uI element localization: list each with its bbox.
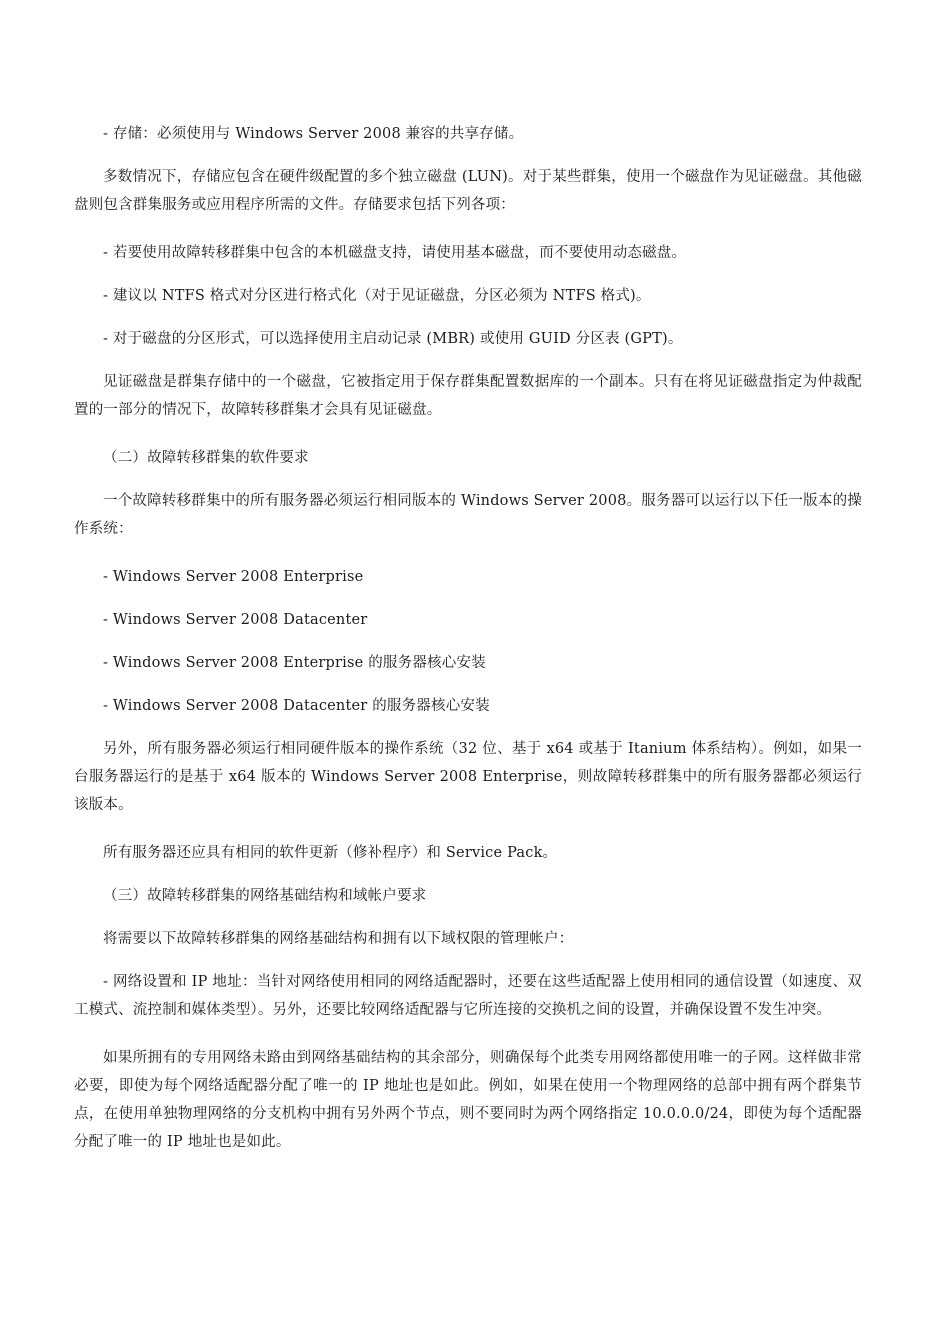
list-item-enterprise-core: - Windows Server 2008 Enterprise 的服务器核心安装: [103, 655, 486, 671]
list-item-enterprise: - Windows Server 2008 Enterprise: [103, 569, 364, 585]
paragraph-service-pack: 所有服务器还应具有相同的软件更新（修补程序）和 Service Pack。: [103, 845, 558, 861]
list-item-datacenter-core: - Windows Server 2008 Datacenter 的服务器核心安装: [103, 698, 490, 714]
paragraph-same-version: 一个故障转移群集中的所有服务器必须运行相同版本的 Windows Server 2008。服务器可以运行以下任一版本的操作系统：: [74, 493, 862, 537]
paragraph-witness-disk: 见证磁盘是群集存储中的一个磁盘，它被指定用于保存群集配置数据库的一个副本。只有在将见证磁盘指定为仲裁配置的一部分的情况下，故障转移群集才会具有见证磁盘。: [74, 374, 862, 418]
paragraph-storage-requirement: - 存储：必须使用与 Windows Server 2008 兼容的共享存储。: [103, 126, 524, 142]
paragraph-lun-overview: 多数情况下，存储应包含在硬件级配置的多个独立磁盘 (LUN)。对于某些群集，使用一个磁盘作为见证磁盘。其他磁盘则包含群集服务或应用程序所需的文件。存储要求包括下列各项：: [74, 169, 862, 213]
list-item-datacenter: - Windows Server 2008 Datacenter: [103, 612, 368, 628]
paragraph-network-settings: - 网络设置和 IP 地址：当针对网络使用相同的网络适配器时，还要在这些适配器上使用相同的通信设置（如速度、双工模式、流控制和媒体类型）。另外，还要比较网络适配器与它所连接的交换机之间的设置，并确保设置不发生冲突。: [74, 974, 862, 1018]
section-heading-network: （三）故障转移群集的网络基础结构和域帐户要求: [103, 888, 427, 904]
paragraph-hardware-version: 另外，所有服务器必须运行相同硬件版本的操作系统（32 位、基于 x64 或基于 Itanium 体系结构）。例如，如果一台服务器运行的是基于 x64 版本的 Windows Server 2008 Enterprise，则故障转移群集中的所有服务器都必须运行该版本。: [74, 741, 862, 813]
paragraph-basic-disk: - 若要使用故障转移群集中包含的本机磁盘支持，请使用基本磁盘，而不要使用动态磁盘。: [103, 245, 687, 261]
paragraph-ntfs-format: - 建议以 NTFS 格式对分区进行格式化（对于见证磁盘，分区必须为 NTFS 格式)。: [103, 288, 651, 304]
document-body: [74, 120, 862, 1176]
paragraph-admin-account: 将需要以下故障转移群集的网络基础结构和拥有以下域权限的管理帐户：: [103, 931, 574, 947]
paragraph-private-network: 如果所拥有的专用网络未路由到网络基础结构的其余部分，则确保每个此类专用网络都使用唯一的子网。这样做非常必要，即使为每个网络适配器分配了唯一的 IP 地址也是如此。例如，如果在使用一个物理网络的总部中拥有两个群集节点，在使用单独物理网络的分支机构中拥有另外两个节点，则不要同时为两个网络指定 10.0.0.0/24，即使为每个适配器分配了唯一的 IP 地址也是如此。: [74, 1050, 862, 1150]
section-heading-software: （二）故障转移群集的软件要求: [103, 450, 309, 466]
paragraph-partition-style: - 对于磁盘的分区形式，可以选择使用主启动记录 (MBR) 或使用 GUID 分区表 (GPT)。: [103, 331, 683, 347]
